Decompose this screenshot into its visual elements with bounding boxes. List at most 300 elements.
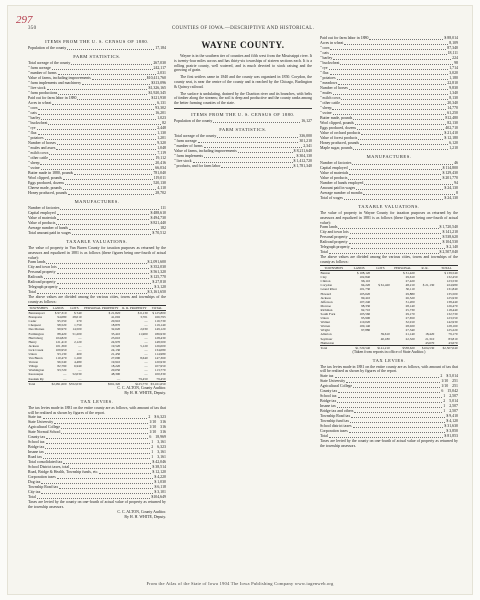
stat-label: State tax [28,415,42,420]
stat-value: $ 488,610 [150,211,166,215]
table-cell: 107,950 [154,364,166,369]
stat-label: " barley [320,56,333,60]
leader-dots [57,216,149,220]
stat-label: Railroad property [28,280,56,285]
leader-dots [57,141,156,145]
section-heading: TAXABLE VALUATIONS. [66,239,128,244]
stat-value: $ 125,770 [150,275,166,280]
stat-label: " sheep [28,161,40,165]
stat-label: Telegraph property [28,285,58,290]
leader-dots [60,206,159,210]
table-cell: 31,200 [405,299,415,304]
stat-value: 2,507 [449,409,458,414]
leader-dots [58,265,150,269]
leader-dots [332,106,446,110]
stat-value: $ 2,507,040 [439,250,458,255]
stat-label: Eggs produced, dozens [28,181,64,185]
table-cell: — [144,372,148,377]
table-cell: — [78,335,82,340]
table-cell: 114,980 [154,352,166,357]
stat-value: $ 129,430 [442,171,458,175]
table-cell: $538,620 [390,345,415,350]
table-cell: — [78,347,82,352]
stat-label: Capital employed [320,166,348,170]
table-cell: 29,170 [405,312,415,317]
stat-label: " buckwheat [28,121,48,125]
leader-dots [47,86,148,90]
leader-dots [37,290,147,294]
stat-label: Railroads [28,275,43,280]
table-cell: 121,410 [55,339,67,344]
stat-rate: 2 [148,415,151,420]
leader-dots [99,470,151,474]
leader-dots [350,230,442,234]
leader-dots [330,51,447,55]
stat-label: Total amount paid in wages [28,231,71,235]
leader-dots [38,106,154,110]
stat-value: 82,130 [447,121,458,125]
stat-label: Total [28,495,36,500]
stat-rate: 1 [443,394,446,399]
stat-line [28,191,166,196]
leader-dots [77,96,150,100]
table-header: TOWNSHIPS [320,265,348,270]
table-cell: — [144,352,148,357]
leader-dots [41,480,153,484]
table-cell: 79,450 [138,376,148,381]
stat-rate: 6 [149,435,152,440]
leader-dots [70,465,151,469]
table-cell: 19,910 [111,360,121,365]
leader-dots [350,419,445,423]
paragraph: The tax levies made in 1881 on the entire county are as follows, with amount of tax that will be realized as shown by figures of the report. [320,364,458,374]
stat-label: " farm productions [28,91,58,95]
divider [174,108,312,109]
stat-value: $ 70,512 [152,231,166,235]
stat-value: $ 3,120 [154,285,166,290]
stat-label: State University [28,420,54,425]
stat-rate: 1/10 [149,430,157,435]
stat-line [320,196,458,201]
paragraph: The surface is undulating, drained by the Chariton river and its branches, with belts of timber along the streams; the soil is deep and productive and the county ranks among the better farming counties of the state. [174,91,312,106]
table-cell: 123,530 [446,279,458,284]
table-cell: — [144,323,148,328]
leader-dots [353,146,448,150]
table-cell: 123,550 [446,316,458,321]
stat-label: Value of products [320,176,348,180]
stat-label: State Normal School [28,430,61,435]
stat-value: 251 [452,384,458,389]
table-cell: Jackson [28,343,39,348]
leader-dots [57,280,152,284]
table-cell: Bonaparte [28,315,43,320]
stat-label: " products, and for farm labor [174,163,221,168]
stat-label: " milch cows [28,151,49,155]
paragraph: The tax levies made in 1881 on the entire county are as follows, with amount of tax that will be realized as shown by figures of the report. [28,405,166,415]
stat-value: 18,969 [155,435,166,440]
table-cell: Henry [28,339,37,344]
table-cell: 102,840 [359,275,371,280]
table-cell: 30,110 [405,287,415,292]
table-cell: Farmington [28,331,44,336]
stat-value: $ 1,030 [154,480,166,485]
stat-label: Paid out for farm labor in 1880 [320,36,369,40]
stat-label: Road, Bridge & Health, Township funds, etc. [28,470,99,475]
table-cell: 27,420 [405,279,415,284]
stat-label: Township Road tax [320,414,351,419]
stat-value: 336,000 [299,133,312,138]
table-cell: 18,220 [111,364,121,369]
leader-dots [43,455,150,459]
leader-dots [238,149,293,153]
paragraph: The value of property in Wayne County for taxation purposes as returned by the assessors and equalized in 1881 is as follows (these figures being one-fourth of actual value): [320,211,458,225]
table-cell: 43,670 [425,340,435,345]
stat-label: City tax [28,490,41,495]
table-cell: 23,610 [111,335,121,340]
table-cell: $ 540 [74,311,82,316]
table-cell: 51,200 [72,331,82,336]
table-cell: — [144,364,148,369]
table-cell: — [116,376,121,381]
table-cell: $141,210 [371,345,391,350]
stat-label: Personal property [320,235,348,240]
table-cell: 109,950 [55,347,67,352]
table-cell: Jefferson [320,299,333,304]
stat-label: Agricultural College [320,384,353,389]
leader-dots [349,235,442,239]
table-cell: Corydon [320,283,333,288]
stat-value: 1,023 [157,116,166,120]
stat-rate: 1 [151,440,154,445]
leader-dots [344,196,444,200]
stat-value: $ 4,220 [154,475,166,480]
table-cell: $2,507,040 [435,345,458,350]
stat-value: $ 141,210 [442,230,458,235]
stat-value: 93,302 [155,106,166,110]
leader-dots [353,384,440,388]
leader-dots [353,116,444,120]
stat-value: $ 6,323 [154,415,166,420]
leader-dots [43,415,151,420]
table-cell: $561,320 [82,381,121,386]
stat-label: School district taxes [320,424,352,429]
table-cell: 128,160 [446,324,458,329]
stat-value: $ 21,410 [444,131,458,135]
table-cell: Vernon [28,360,39,365]
stat-value: 2,507 [449,404,458,409]
table-cell: — [144,360,148,365]
table-cell: 132,450 [446,275,458,280]
table-cell: $3,161,650 [148,381,166,386]
table-cell: 24,970 [111,339,121,344]
stat-value: 3,020 [449,71,458,75]
stat-value: $313,096 [151,81,166,85]
stat-label: Population of the county [174,118,213,123]
stat-label: " potatoes [320,76,336,80]
stat-value: 301,210 [299,138,312,143]
leader-dots [52,101,156,105]
table-cell: $104,530 [415,345,435,350]
table-cell: 147,360 [154,356,166,361]
leader-dots [346,379,440,383]
stat-label: Agricultural College [28,425,61,430]
stat-value: 316 [160,430,166,435]
stat-value: 5,014 [449,399,458,404]
table-header: PERSONAL PROPERTY [82,305,121,310]
leader-dots [48,121,161,125]
table-header: TOTAL [148,305,166,310]
leader-dots [56,221,149,225]
table-cell: $ 21,130 [422,283,435,288]
stat-value: $104,649 [151,495,166,500]
table-cell: 3,701 [140,315,148,320]
stat-value: 2,341 [303,143,312,148]
table-cell: $1,720,540 [348,345,371,350]
stat-label: City and town lots [28,265,57,270]
table-cell: 6,940 [74,364,82,369]
stat-value: 812,480 [445,116,458,120]
table-header: TOWNSHIPS [29,305,48,310]
table-cell: 113,770 [154,368,166,373]
leader-dots [333,111,447,115]
township-table [320,265,458,350]
stat-value: 1,180 [449,76,458,80]
table-cell: Benton [320,271,331,276]
table-cell: 116,730 [154,319,166,324]
stat-value: $ 27,810 [152,280,166,285]
stat-label: Personal property [28,270,56,275]
stat-value: 316 [160,425,166,430]
stat-value: $ 114,800 [442,166,458,170]
county-title: WAYNE COUNTY. [201,40,285,50]
stat-label: " potatoes [28,136,44,140]
stat-label: " farm implements and machinery [28,81,82,85]
table-cell: 5,120 [140,343,148,348]
stat-value: $ 24,130 [444,196,458,200]
section-heading: FARM STATISTICS. [73,54,121,59]
stat-label: Road tax [28,455,42,460]
leader-dots [349,429,446,433]
stat-label: Paid out for farm labor in 1880 [28,96,77,100]
leader-dots [338,394,446,399]
stat-value: 16,127 [301,118,312,123]
stat-label: County tax [320,389,338,394]
table-cell: — [144,347,148,352]
stat-value: 111 [160,206,166,210]
stat-line [320,146,458,151]
table-cell: 48,300 [111,372,121,377]
paragraph: Taxes are levied by the county on one-fourth of actual value of property as returned by the township assessors. [28,500,166,510]
leader-dots [349,171,441,175]
leader-dots [38,111,154,115]
leader-dots [352,161,453,165]
table-cell: 21,140 [405,332,415,337]
stat-line [174,119,312,124]
table-cell: — [78,368,82,373]
stat-label: Total [320,250,328,255]
stat-value: 1,130 [157,131,166,135]
auditor-signature: C. C. ALTON, County Auditor. [117,509,166,514]
stat-label: School tax [320,394,337,399]
leader-dots [198,139,299,143]
stat-label: " flax [28,131,37,135]
stat-value: 87,340 [447,46,458,50]
stat-label: Township fund tax [320,419,350,424]
stat-label: Amount paid in wages [320,186,356,190]
table-cell: 95,550 [57,319,67,324]
section-heading: TAX LEVIES. [372,357,406,363]
stat-label: Corporation taxes [28,475,56,480]
leader-dots [330,46,446,50]
table-cell: 132,730 [446,312,458,317]
table-cell: 99,970 [57,327,67,332]
stat-value: 242,117 [153,66,166,70]
leader-dots [61,425,148,429]
stat-rate: 1 [443,404,446,409]
stat-label: " mules [320,91,332,95]
leader-dots [46,440,154,445]
stat-rate: 1/10 [441,384,449,389]
leader-dots [41,166,155,170]
table-cell: 27,090 [111,356,121,361]
table-cell: Clay [320,275,327,280]
stat-label: Honey produced, pounds [320,141,360,145]
table-cell: Clinton [320,279,331,284]
leader-dots [57,270,150,274]
table-cell: 107,240 [359,299,371,304]
stat-label: State tax [320,374,334,379]
table-cell: 1,160 [74,356,82,361]
stat-value: 3,161 [157,455,166,460]
table-cell: Van Buren [28,356,43,361]
table-cell: 20,910 [111,319,121,324]
stat-value: $ 1,720,540 [439,225,458,230]
table-cell: $2,091,600 [49,381,67,386]
table-cell: 118,440 [446,307,458,312]
stat-label: Wool clipped, pounds [320,121,354,125]
leader-dots [337,399,442,403]
table-cell: 29,880 [405,291,415,296]
table-cell: 83,810 [448,336,458,341]
table-cell: Total [28,381,49,386]
stat-label: Insane tax [28,450,44,455]
stat-value: $ 538,620 [442,235,458,240]
stat-label: Acres in wheat [320,41,344,45]
table-cell: 166,793 [154,315,166,320]
leader-dots [46,435,148,439]
leader-dots [351,245,446,249]
table-cell: 110,020 [359,320,371,325]
table-cell: 97,880 [361,328,371,333]
stat-value: $ 304,130 [296,153,312,158]
stat-label: " milch cows [320,96,341,100]
stat-value: 1,048 [157,146,166,150]
leader-dots [329,66,449,70]
table-cell: 96,110 [361,279,371,284]
table-cell: 126,000 [154,343,166,348]
leader-dots [369,36,443,40]
leader-dots [54,420,148,424]
table-cell: 134,080 [154,347,166,352]
stat-rate: 2 [443,399,446,404]
stat-value: 16,201 [155,111,166,115]
table-cell: Monroe [320,303,331,308]
table-cell: $ 6,130 [137,311,148,316]
leader-dots [349,86,448,90]
stat-rate: 2 [440,374,443,379]
leader-dots [71,61,152,65]
leader-dots [57,211,150,215]
stat-value: $121,930 [151,96,166,100]
stat-label: " farm implements [174,153,204,158]
table-cell: Village [28,364,39,369]
township-table [28,305,166,386]
table-cell: 131,840 [446,287,458,292]
stat-label: Number of factories [28,206,60,210]
stat-value: 1,340 [449,91,458,95]
leader-dots [57,475,154,479]
table-cell: 94,220 [361,283,371,288]
leader-dots [335,374,443,379]
table-cell: Des Moines [28,327,45,332]
table-cell: — [144,319,148,324]
stat-value: 2,031 [157,71,166,75]
table-cell: Union [320,316,329,321]
paragraph: Taxes are levied by the county on one-fourth of actual value of property as returned by the township assessors. [320,439,458,449]
stat-label: " number of farms [28,71,57,75]
table-cell: $ 21,820 [108,311,121,316]
table-cell: $ 31,420 [403,271,415,276]
table-cell: Jackson [320,295,331,300]
stat-label: Wool clipped, pounds [28,176,62,180]
table-cell: 43,670 [448,340,458,345]
section-heading: FARM STATISTICS. [219,126,267,132]
stat-label: Township Road tax [28,485,59,490]
leader-dots [337,76,449,80]
leader-dots [360,141,448,145]
table-header: R. R. PROPERTY [122,305,147,310]
leader-dots [92,76,146,80]
table-cell: 28,140 [405,303,415,308]
stat-value: $ 9,410 [446,414,458,419]
table-cell: 27,340 [405,328,415,333]
leader-dots [341,101,446,105]
stat-value: 8 [456,191,458,195]
atlas-page [8,6,472,594]
table-cell: 21,310 [425,336,435,341]
table-cell: 18,420 [425,332,435,337]
stat-value: 28,702 [155,191,166,195]
leader-dots [329,434,443,438]
leader-dots [361,131,443,135]
stat-rate: 6 [441,389,444,394]
table-cell: 224,980 [446,283,458,288]
stat-value: $ 12,180 [444,136,458,140]
table-header: LANDS [49,305,67,310]
table-cell: Washington [28,368,45,373]
stat-label: Cheese made, pounds [28,186,62,190]
stat-rate: 1/10 [441,379,449,384]
table-cell: 20,050 [111,368,121,373]
leader-dots [63,460,151,464]
column-van-buren-continued [28,36,166,572]
table-cell: 28,010 [72,315,82,320]
section-heading: MANUFACTURES. [366,154,412,159]
stat-label: Total of wages [320,196,343,200]
running-header [28,26,458,34]
table-cell: — [144,335,148,340]
leader-dots [52,66,153,70]
